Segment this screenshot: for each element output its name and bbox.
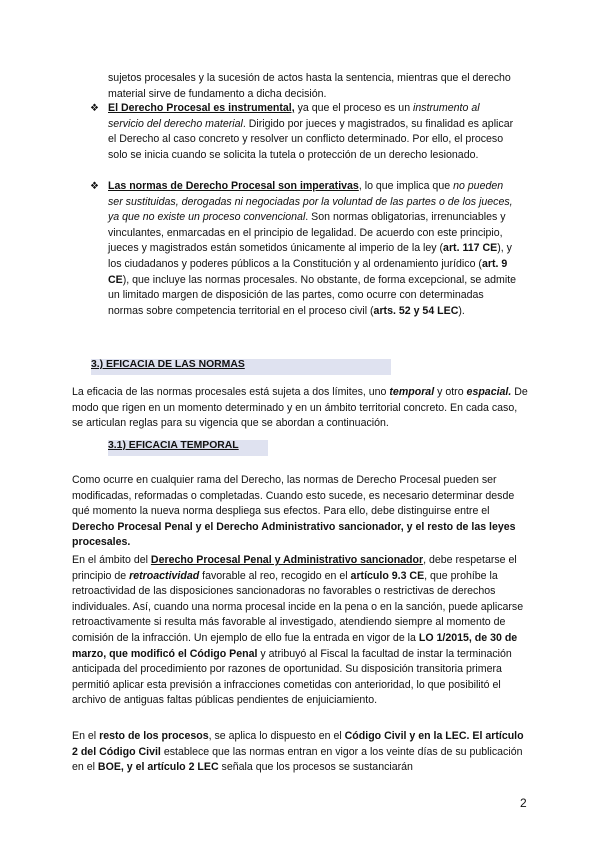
bullet-diamond-icon: ❖: [90, 103, 99, 114]
section-heading: 3.) EFICACIA DE LAS NORMAS: [91, 359, 391, 375]
bullet-text: El Derecho Procesal es instrumental, ya que el proceso es un instrumento al servicio del derecho material. Dirigido por jueces y magistrados, su finalidad es aplicar el Derecho al caso concreto y resolver un conflicto determinado. Por ello, el proceso solo se inicia cuando se solicita la tutela o protección de un derecho lesionado.: [108, 102, 514, 161]
bullet-lead: El Derecho Procesal es instrumental,: [108, 102, 295, 114]
bullet-imperativas: [90, 179, 518, 319]
bullet-text: Las normas de Derecho Procesal son imperativas, lo que implica que no pueden ser sustituidas, derogadas ni negociadas por la voluntad de las partes o de los jueces, ya que no existe un proceso convencional. Son normas obligatorias, irrenunciables y vinculantes, enmarcadas en el principio de legalidad. De acuerdo con este principio, jueces y magistrados están sometidos únicamente al imperio de la ley (art. 117 CE), y los ciudadanos y poderes públicos a la Constitución y al ordenamiento jurídico (art. 9 CE), que incluye las normas procesales. No obstante, de forma excepcional, se admite un limitado margen de disposición de las partes, como ocurre con determinadas normas sobre competencia territorial en el proceso civil (arts. 52 y 54 LEC).: [108, 180, 517, 317]
paragraph-temporal: Como ocurre en cualquier rama del Derecho, las normas de Derecho Procesal pueden ser modificadas, reformadas o completadas. Cuando esto sucede, es necesario determinar desde qué momento la nueva norma despliega sus efectos. Para ello, debe distinguirse entre el Derecho Procesal Penal y el Derecho Administrativo sancionador, y el resto de las leyes procesales.: [72, 474, 516, 549]
continuation-text: sujetos procesales y la sucesión de actos hasta la sentencia, mientras que el derecho material sirve de fundamento a dicha decisión.: [108, 72, 511, 100]
bullet-instrumental: [90, 101, 518, 163]
paragraph-resto: En el resto de los procesos, se aplica lo dispuesto en el Código Civil y en la LEC. El artículo 2 del Código Civil establece que las normas entran en vigor a los veinte días de su publicación en el BOE, y el artículo 2 LEC señala que los procesos se sustanciarán: [72, 730, 524, 774]
bullet-diamond-icon: ❖: [90, 181, 99, 192]
page-number: 2: [520, 796, 527, 810]
bullet-lead: Las normas de Derecho Procesal son imperativas: [108, 180, 359, 192]
paragraph-penal: En el ámbito del Derecho Procesal Penal y Administrativo sancionador, debe respetarse el principio de retroactividad favorable al reo, recogido en el artículo 9.3 CE, que prohíbe la retroactividad de las disposiciones sancionadoras no favorables o restrictivas de derechos individuales. Así, cuando una norma procesal incide en la pena o en la sanción, puede aplicarse retroactivamente si resulta más favorable al investigado, atendiendo siempre al momento de comisión de la infracción. Un ejemplo de ello fue la entrada en vigor de la LO 1/2015, de 30 de marzo, que modificó el Código Penal y atribuyó al Fiscal la facultad de instar la terminación anticipada del procedimiento por razones de oportunidad. Su disposición transitoria primera permitió aplicar esta previsión a infracciones cometidas con anterioridad, lo que posibilitó el archivo de antiguas faltas públicas pendientes de enjuiciamiento.: [72, 554, 524, 707]
paragraph-eficacia: La eficacia de las normas procesales está sujeta a dos límites, uno temporal y otro espacial. De modo que rigen en un momento determinado y en un ámbito territorial concreto. En cada caso, se articulan reglas para su vigencia que se abordan a continuación.: [72, 386, 528, 430]
subsection-heading: 3.1) EFICACIA TEMPORAL: [108, 440, 268, 456]
